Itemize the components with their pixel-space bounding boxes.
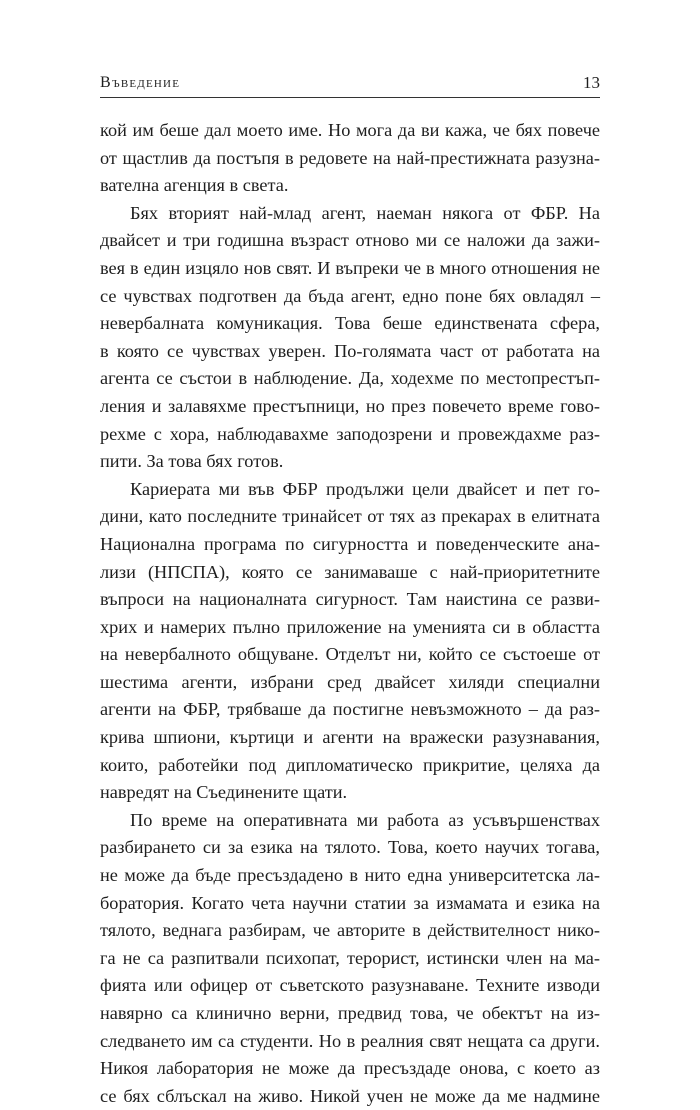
text-line: По време на оперативната ми работа аз усъвършенствах — [130, 809, 600, 830]
text-line: се бях сблъскал на живо. Никой учен не може да ме надмине — [100, 1085, 600, 1106]
text-line: боратория. Когато чета научни статии за измамата и езика на — [100, 892, 600, 913]
text-line: се чувствах подготвен да бъда агент, едно поне бях овладял – — [100, 285, 600, 306]
text-line: невербалната комуникация. Това беше единствената сфера, — [100, 313, 600, 334]
text-line: Никоя лаборатория не може да пресъздаде онова, с което аз — [100, 1058, 600, 1079]
text-line: Бях вторият най-млад агент, наеман някога от ФБР. На — [130, 202, 600, 223]
text-line: не може да бъде пресъздадено в нито една университетска ла- — [100, 865, 600, 886]
text-line: фията или офицер от съветското разузнаване. Техните изводи — [100, 975, 600, 996]
header-rule — [100, 97, 600, 98]
text-line: на невербалното общуване. Отделът ни, който се състоеше от — [100, 644, 600, 665]
text-line: лизи (НПСПА), която се занимаваше с най-приоритетните — [100, 561, 600, 582]
text-line: крива шпиони, къртици и агенти на вражески разузнавания, — [100, 727, 600, 748]
text-line: рехме с хора, наблюдавахме заподозрени и провеждахме раз- — [100, 423, 600, 444]
text-line: вателна агенция в света. — [100, 175, 289, 196]
text-line: хрих и намерих пълно приложение на уменията си в областта — [100, 616, 600, 637]
text-line: кой им беше дал моето име. Но мога да ви кажа, че бях повече — [100, 120, 600, 140]
body-text — [100, 117, 600, 1110]
text-line: шестима агенти, избрани сред двайсет хиляди специални — [100, 671, 600, 692]
text-line: двайсет и три годишна възраст отново ми се наложи да зажи- — [100, 230, 600, 251]
text-line: Национална програма по сигурността и поведенческите ана- — [100, 533, 600, 554]
section-title: Въведение — [100, 74, 181, 91]
text-line: Кариерата ми във ФБР продължи цели двайсет и пет го- — [130, 478, 600, 499]
text-line: дини, като последните тринайсет от тях аз прекарах в елитната — [100, 506, 600, 527]
text-line: които, работейки под дипломатическо прикритие, целяха да — [100, 754, 600, 775]
text-line: ления и залавяхме престъпници, но през повечето време гово- — [100, 395, 600, 416]
text-line: от щастлив да постъпя в редовете на най-престижната разузна- — [100, 147, 600, 168]
text-line: агенти на ФБР, трябваше да постигне невъзможното – да раз- — [100, 699, 600, 720]
running-head — [100, 72, 600, 98]
text-line: агента се състои в наблюдение. Да, ходехме по местопрестъп- — [100, 368, 600, 389]
text-line: навярно са клинично верни, предвид това, че обектът на из- — [100, 1003, 600, 1023]
text-line: навредят на Съединените щати. — [100, 782, 348, 803]
text-line: в която се чувствах уверен. По-голямата част от работата на — [100, 340, 600, 361]
text-line: разбирането си за езика на тялото. Това, което научих тогава, — [100, 837, 600, 858]
text-line: пити. За това бях готов. — [100, 451, 284, 472]
page-number: 13 — [583, 73, 600, 92]
text-line: вея в един изцяло нов свят. И въпреки че в много отношения не — [100, 257, 600, 278]
text-line: въпроси на националната сигурност. Там наистина се разви- — [100, 589, 600, 610]
text-line: тялото, веднага разбирам, че авторите в действителност нико- — [100, 920, 600, 941]
text-line: га не са разпитвали психопат, терорист, истински член на ма- — [100, 947, 600, 968]
text-line: следването им са студенти. Но в реалния свят нещата са други. — [100, 1030, 600, 1051]
